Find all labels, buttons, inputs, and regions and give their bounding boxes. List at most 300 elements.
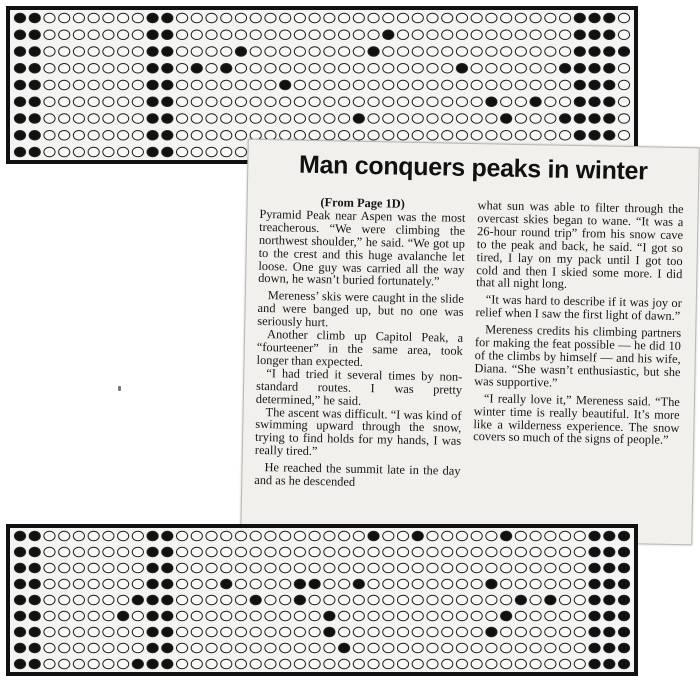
hole-outline bbox=[618, 97, 629, 107]
punched-hole bbox=[559, 114, 570, 124]
hole-outline bbox=[221, 147, 232, 157]
hole-outline bbox=[427, 579, 438, 589]
article-column-2 bbox=[472, 199, 684, 495]
hole-outline bbox=[309, 659, 320, 669]
hole-outline bbox=[383, 579, 394, 589]
hole-outline bbox=[206, 47, 217, 57]
hole-outline bbox=[73, 47, 84, 57]
hole-outline bbox=[73, 130, 84, 140]
hole-outline bbox=[427, 97, 438, 107]
hole-outline bbox=[471, 531, 482, 541]
hole-outline bbox=[530, 130, 541, 140]
hole-outline bbox=[368, 547, 379, 557]
hole-outline bbox=[383, 13, 394, 23]
hole-outline bbox=[250, 659, 261, 669]
hole-outline bbox=[206, 547, 217, 557]
hole-outline bbox=[206, 147, 217, 157]
hole-outline bbox=[368, 130, 379, 140]
hole-outline bbox=[132, 47, 143, 57]
punched-hole bbox=[589, 643, 600, 653]
hole-outline bbox=[545, 531, 556, 541]
punched-hole bbox=[604, 563, 615, 573]
hole-outline bbox=[559, 531, 570, 541]
hole-outline bbox=[559, 547, 570, 557]
hole-outline bbox=[368, 643, 379, 653]
punched-hole bbox=[618, 531, 629, 541]
hole-outline bbox=[250, 30, 261, 40]
punched-hole bbox=[162, 147, 173, 157]
punched-hole bbox=[501, 611, 512, 621]
hole-outline bbox=[280, 547, 291, 557]
hole-outline bbox=[73, 13, 84, 23]
hole-outline bbox=[221, 47, 232, 57]
hole-outline bbox=[545, 63, 556, 73]
punched-hole bbox=[14, 595, 25, 605]
hole-outline bbox=[324, 114, 335, 124]
hole-outline bbox=[235, 643, 246, 653]
hole-outline bbox=[103, 659, 114, 669]
punched-hole bbox=[589, 63, 600, 73]
hole-outline bbox=[235, 595, 246, 605]
punched-hole bbox=[162, 114, 173, 124]
punched-hole bbox=[604, 627, 615, 637]
punched-hole bbox=[29, 97, 40, 107]
hole-outline bbox=[338, 114, 349, 124]
hole-outline bbox=[383, 547, 394, 557]
hole-outline bbox=[294, 659, 305, 669]
hole-outline bbox=[486, 80, 497, 90]
hole-outline bbox=[44, 130, 55, 140]
punched-hole bbox=[132, 595, 143, 605]
punched-hole bbox=[604, 130, 615, 140]
hole-outline bbox=[368, 579, 379, 589]
hole-outline bbox=[221, 563, 232, 573]
hole-outline bbox=[250, 563, 261, 573]
hole-outline bbox=[397, 13, 408, 23]
hole-outline bbox=[515, 547, 526, 557]
hole-outline bbox=[530, 611, 541, 621]
paragraph: The ascent was difficult. “I was kind of swimming upward through the snow, trying to find holds for my hands, I was really tired.” bbox=[254, 404, 462, 459]
hole-outline bbox=[250, 47, 261, 57]
punched-hole bbox=[589, 13, 600, 23]
hole-outline bbox=[412, 130, 423, 140]
punched-hole bbox=[618, 611, 629, 621]
hole-outline bbox=[73, 114, 84, 124]
punched-hole bbox=[618, 563, 629, 573]
hole-outline bbox=[294, 47, 305, 57]
hole-outline bbox=[265, 611, 276, 621]
hole-outline bbox=[486, 659, 497, 669]
hole-outline bbox=[501, 63, 512, 73]
punched-hole bbox=[574, 114, 585, 124]
hole-outline bbox=[559, 563, 570, 573]
punched-hole bbox=[574, 97, 585, 107]
punched-hole bbox=[14, 80, 25, 90]
hole-outline bbox=[118, 531, 129, 541]
hole-outline bbox=[221, 547, 232, 557]
hole-outline bbox=[132, 130, 143, 140]
hole-outline bbox=[88, 80, 99, 90]
hole-outline bbox=[338, 13, 349, 23]
hole-outline bbox=[191, 627, 202, 637]
punched-hole bbox=[486, 579, 497, 589]
hole-outline bbox=[486, 63, 497, 73]
hole-outline bbox=[265, 47, 276, 57]
hole-outline bbox=[501, 595, 512, 605]
hole-outline bbox=[59, 13, 70, 23]
hole-outline bbox=[280, 563, 291, 573]
hole-outline bbox=[353, 97, 364, 107]
hole-outline bbox=[471, 63, 482, 73]
hole-outline bbox=[294, 63, 305, 73]
punched-hole bbox=[221, 579, 232, 589]
hole-outline bbox=[559, 97, 570, 107]
punched-hole bbox=[368, 531, 379, 541]
punched-hole bbox=[574, 13, 585, 23]
hole-outline bbox=[118, 595, 129, 605]
hole-outline bbox=[486, 595, 497, 605]
hole-outline bbox=[397, 579, 408, 589]
hole-outline bbox=[412, 30, 423, 40]
hole-outline bbox=[545, 659, 556, 669]
hole-outline bbox=[471, 643, 482, 653]
punched-hole bbox=[14, 531, 25, 541]
hole-outline bbox=[368, 595, 379, 605]
hole-outline bbox=[412, 547, 423, 557]
hole-outline bbox=[309, 13, 320, 23]
punched-hole bbox=[589, 130, 600, 140]
punched-hole bbox=[29, 130, 40, 140]
hole-outline bbox=[294, 97, 305, 107]
hole-outline bbox=[176, 531, 187, 541]
hole-outline bbox=[250, 114, 261, 124]
hole-outline bbox=[191, 97, 202, 107]
hole-outline bbox=[618, 130, 629, 140]
hole-outline bbox=[250, 531, 261, 541]
punched-hole bbox=[147, 80, 158, 90]
hole-outline bbox=[501, 659, 512, 669]
hole-outline bbox=[324, 80, 335, 90]
hole-outline bbox=[88, 63, 99, 73]
punched-hole bbox=[486, 97, 497, 107]
punched-hole bbox=[162, 627, 173, 637]
hole-outline bbox=[368, 659, 379, 669]
hole-outline bbox=[442, 563, 453, 573]
punched-hole bbox=[29, 563, 40, 573]
hole-outline bbox=[59, 30, 70, 40]
hole-outline bbox=[132, 13, 143, 23]
hole-outline bbox=[427, 563, 438, 573]
punched-hole bbox=[29, 643, 40, 653]
hole-outline bbox=[545, 47, 556, 57]
hole-outline bbox=[412, 579, 423, 589]
hole-outline bbox=[309, 63, 320, 73]
hole-outline bbox=[501, 579, 512, 589]
article-headline: Man conquers peaks in winter bbox=[298, 150, 648, 186]
paragraph: He reached the summit late in the day and as he descended bbox=[254, 460, 461, 489]
punched-hole bbox=[162, 595, 173, 605]
hole-outline bbox=[397, 97, 408, 107]
hole-outline bbox=[73, 595, 84, 605]
hole-outline bbox=[44, 595, 55, 605]
hole-outline bbox=[88, 30, 99, 40]
hole-outline bbox=[368, 80, 379, 90]
scan-speck bbox=[118, 386, 121, 391]
hole-outline bbox=[44, 147, 55, 157]
hole-outline bbox=[338, 80, 349, 90]
hole-outline bbox=[324, 659, 335, 669]
hole-outline bbox=[324, 63, 335, 73]
hole-outline bbox=[191, 130, 202, 140]
hole-outline bbox=[501, 130, 512, 140]
paragraph: “It was hard to describe if it was joy or relief when I saw the first light of dawn.” bbox=[475, 292, 682, 324]
hole-outline bbox=[235, 611, 246, 621]
hole-outline bbox=[456, 547, 467, 557]
hole-outline bbox=[530, 659, 541, 669]
punched-hole bbox=[118, 611, 129, 621]
hole-outline bbox=[176, 547, 187, 557]
hole-outline bbox=[530, 30, 541, 40]
hole-outline bbox=[206, 659, 217, 669]
hole-outline bbox=[515, 627, 526, 637]
hole-outline bbox=[383, 114, 394, 124]
hole-outline bbox=[88, 611, 99, 621]
hole-outline bbox=[280, 627, 291, 637]
hole-outline bbox=[59, 531, 70, 541]
hole-outline bbox=[456, 97, 467, 107]
hole-outline bbox=[309, 47, 320, 57]
punched-hole bbox=[589, 595, 600, 605]
punched-hole bbox=[14, 611, 25, 621]
hole-outline bbox=[456, 563, 467, 573]
hole-outline bbox=[515, 97, 526, 107]
article-column-1 bbox=[254, 195, 466, 491]
hole-outline bbox=[221, 595, 232, 605]
hole-outline bbox=[574, 643, 585, 653]
hole-outline bbox=[545, 579, 556, 589]
hole-outline bbox=[383, 47, 394, 57]
punched-hole bbox=[559, 63, 570, 73]
hole-outline bbox=[324, 547, 335, 557]
hole-outline bbox=[515, 13, 526, 23]
hole-outline bbox=[397, 659, 408, 669]
hole-outline bbox=[250, 97, 261, 107]
hole-outline bbox=[574, 579, 585, 589]
hole-outline bbox=[73, 531, 84, 541]
hole-outline bbox=[88, 130, 99, 140]
hole-outline bbox=[574, 595, 585, 605]
hole-outline bbox=[132, 643, 143, 653]
hole-outline bbox=[59, 579, 70, 589]
punched-hole bbox=[162, 659, 173, 669]
hole-outline bbox=[338, 547, 349, 557]
hole-outline bbox=[280, 659, 291, 669]
punched-hole bbox=[14, 30, 25, 40]
punched-hole bbox=[29, 30, 40, 40]
hole-outline bbox=[132, 114, 143, 124]
hole-outline bbox=[442, 80, 453, 90]
hole-outline bbox=[353, 643, 364, 653]
punched-hole bbox=[29, 531, 40, 541]
hole-outline bbox=[235, 13, 246, 23]
hole-outline bbox=[456, 130, 467, 140]
hole-outline bbox=[103, 547, 114, 557]
punched-hole bbox=[14, 63, 25, 73]
hole-outline bbox=[353, 80, 364, 90]
hole-outline bbox=[309, 97, 320, 107]
hole-outline bbox=[530, 627, 541, 637]
punched-hole bbox=[618, 659, 629, 669]
hole-outline bbox=[294, 130, 305, 140]
hole-outline bbox=[324, 30, 335, 40]
hole-outline bbox=[559, 595, 570, 605]
hole-outline bbox=[206, 627, 217, 637]
hole-outline bbox=[397, 627, 408, 637]
paragraph: Mereness credits his climbing partners for making the feat possible — he did 10 of the climbs by himself — and his wife, Diana. “She wasn’t enthusiastic, but she was supportive.” bbox=[474, 322, 682, 390]
hole-outline bbox=[486, 47, 497, 57]
hole-outline bbox=[486, 114, 497, 124]
hole-outline bbox=[132, 63, 143, 73]
hole-outline bbox=[412, 13, 423, 23]
punched-hole bbox=[604, 114, 615, 124]
punched-hole bbox=[501, 114, 512, 124]
hole-outline bbox=[235, 147, 246, 157]
hole-outline bbox=[471, 97, 482, 107]
hole-outline bbox=[412, 563, 423, 573]
punched-hole bbox=[589, 547, 600, 557]
hole-outline bbox=[574, 547, 585, 557]
hole-outline bbox=[442, 114, 453, 124]
hole-outline bbox=[545, 13, 556, 23]
hole-outline bbox=[265, 563, 276, 573]
punched-hole bbox=[14, 563, 25, 573]
punched-hole bbox=[604, 659, 615, 669]
hole-outline bbox=[574, 611, 585, 621]
punched-hole bbox=[29, 627, 40, 637]
hole-outline bbox=[324, 595, 335, 605]
hole-outline bbox=[221, 97, 232, 107]
hole-outline bbox=[88, 643, 99, 653]
hole-outline bbox=[574, 627, 585, 637]
hole-outline bbox=[132, 80, 143, 90]
hole-outline bbox=[250, 643, 261, 653]
hole-outline bbox=[206, 531, 217, 541]
punched-hole bbox=[618, 547, 629, 557]
hole-outline bbox=[397, 80, 408, 90]
hole-outline bbox=[427, 13, 438, 23]
hole-outline bbox=[176, 30, 187, 40]
hole-outline bbox=[353, 595, 364, 605]
hole-outline bbox=[515, 659, 526, 669]
hole-outline bbox=[206, 63, 217, 73]
hole-outline bbox=[294, 547, 305, 557]
hole-outline bbox=[324, 130, 335, 140]
punched-hole bbox=[221, 63, 232, 73]
hole-outline bbox=[235, 627, 246, 637]
hole-outline bbox=[338, 659, 349, 669]
hole-outline bbox=[280, 13, 291, 23]
hole-outline bbox=[103, 63, 114, 73]
hole-outline bbox=[383, 595, 394, 605]
hole-outline bbox=[412, 611, 423, 621]
hole-outline bbox=[191, 659, 202, 669]
punched-hole bbox=[604, 579, 615, 589]
hole-outline bbox=[501, 80, 512, 90]
hole-outline bbox=[471, 627, 482, 637]
hole-outline bbox=[88, 47, 99, 57]
hole-outline bbox=[530, 63, 541, 73]
hole-outline bbox=[103, 643, 114, 653]
hole-outline bbox=[618, 13, 629, 23]
hole-outline bbox=[486, 643, 497, 653]
hole-outline bbox=[294, 80, 305, 90]
punched-hole bbox=[162, 547, 173, 557]
hole-outline bbox=[221, 13, 232, 23]
hole-outline bbox=[427, 547, 438, 557]
hole-outline bbox=[515, 531, 526, 541]
punched-hole bbox=[29, 579, 40, 589]
hole-outline bbox=[559, 659, 570, 669]
hole-outline bbox=[250, 63, 261, 73]
hole-outline bbox=[221, 80, 232, 90]
hole-outline bbox=[265, 114, 276, 124]
hole-outline bbox=[103, 531, 114, 541]
punched-hole bbox=[589, 659, 600, 669]
hole-outline bbox=[118, 579, 129, 589]
hole-outline bbox=[59, 611, 70, 621]
punched-hole bbox=[456, 63, 467, 73]
hole-outline bbox=[471, 595, 482, 605]
hole-outline bbox=[442, 63, 453, 73]
hole-outline bbox=[73, 563, 84, 573]
hole-outline bbox=[515, 643, 526, 653]
punched-hole bbox=[589, 30, 600, 40]
hole-outline bbox=[412, 627, 423, 637]
hole-outline bbox=[191, 47, 202, 57]
punched-hole bbox=[604, 13, 615, 23]
punched-hole bbox=[515, 595, 526, 605]
hole-outline bbox=[132, 547, 143, 557]
hole-outline bbox=[294, 13, 305, 23]
hole-outline bbox=[427, 114, 438, 124]
hole-outline bbox=[530, 114, 541, 124]
punched-hole bbox=[604, 595, 615, 605]
hole-outline bbox=[545, 30, 556, 40]
hole-outline bbox=[559, 627, 570, 637]
hole-outline bbox=[471, 114, 482, 124]
hole-outline bbox=[59, 47, 70, 57]
hole-outline bbox=[338, 611, 349, 621]
hole-outline bbox=[442, 97, 453, 107]
hole-outline bbox=[486, 547, 497, 557]
hole-outline bbox=[103, 579, 114, 589]
hole-outline bbox=[471, 47, 482, 57]
hole-outline bbox=[206, 30, 217, 40]
hole-outline bbox=[515, 563, 526, 573]
hole-outline bbox=[132, 563, 143, 573]
hole-outline bbox=[456, 13, 467, 23]
hole-outline bbox=[235, 97, 246, 107]
jump-line: (From Page 1D) bbox=[320, 195, 405, 211]
punched-hole bbox=[530, 97, 541, 107]
hole-outline bbox=[132, 531, 143, 541]
hole-outline bbox=[412, 80, 423, 90]
hole-outline bbox=[265, 659, 276, 669]
hole-outline bbox=[530, 563, 541, 573]
hole-outline bbox=[118, 47, 129, 57]
hole-outline bbox=[191, 147, 202, 157]
hole-outline bbox=[191, 531, 202, 541]
